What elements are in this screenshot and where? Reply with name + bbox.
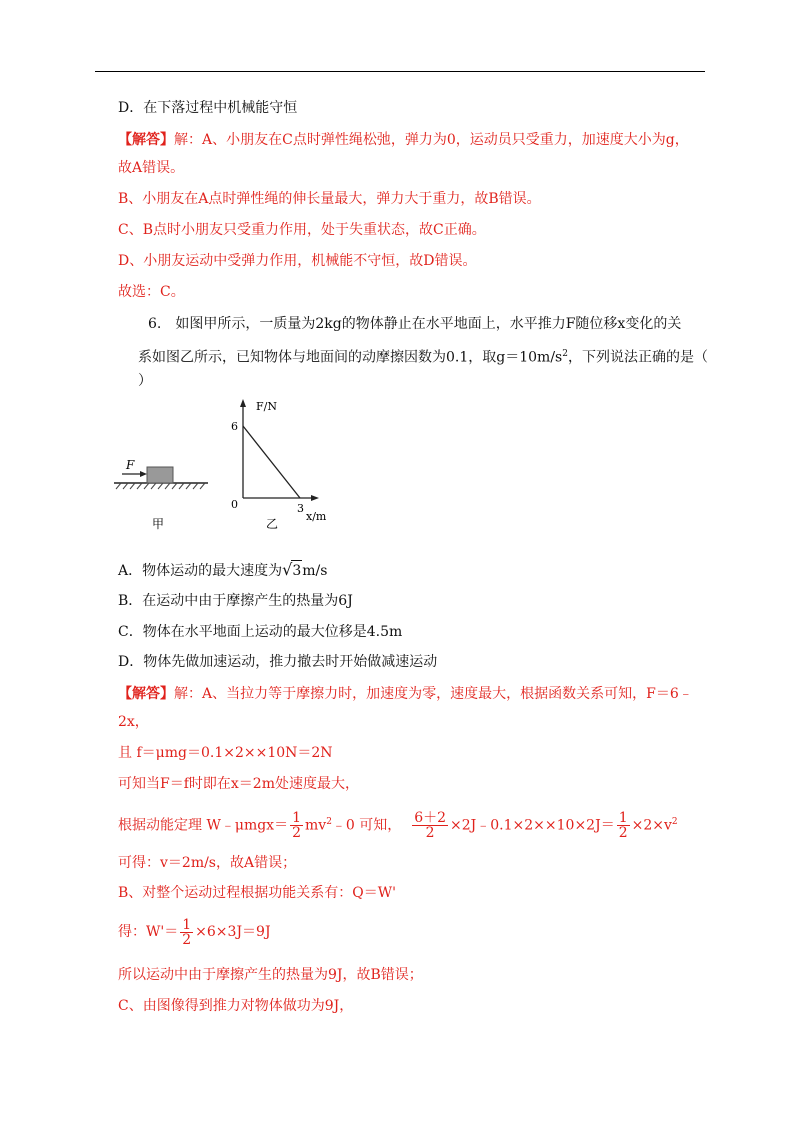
answer-line-6: 故选：C。 [118,284,185,300]
caption-yi: 乙 [266,517,279,531]
x-axis-arrow [311,495,319,501]
caption-jia: 甲 [152,517,165,531]
option-c[interactable]: C．物体在水平地面上运动的最大位移是4.5m [118,624,403,640]
solution-line-3: 且 f＝μmg＝0.1×2××10N＝2N [118,745,333,761]
option-d-prev: D．在下落过程中机械能守恒 [118,100,298,116]
y-axis-arrow [240,399,246,407]
x-axis-label: x/m [306,510,327,523]
solution-line-9: 所以运动中由于摩擦产生的热量为9J，故B错误； [118,967,423,983]
answer-line-4: C、B点时小朋友只受重力作用，处于失重状态，故C正确。 [118,222,486,238]
solution-line-2: 2x， [118,714,149,730]
origin-label: 0 [231,498,238,511]
force-label: F [126,458,135,472]
solution-line-7: B、对整个运动过程根据功能关系有：Q＝W' [118,885,397,901]
solution-line-4: 可知当F＝f时即在x＝2m处速度最大， [118,776,359,792]
solution-line-5: 根据动能定理 W﹣μmgx＝ $\frac{1}{2}$ $mv^2﹣0$ 可知， $\frac{6+2}{2}$ ×2J﹣0.1×2××10×2J＝ $\frac{1}{2}$ $\times 2\times v^2$ [118,810,678,842]
answer-line-5: D、小朋友运动中受弹力作用，机械能不守恒，故D错误。 [118,253,477,269]
answer-line-2: 故A错误。 [118,160,185,176]
y-tick-label: 6 [231,420,238,433]
option-b[interactable]: B．在运动中由于摩擦产生的热量为6J [118,593,353,609]
y-axis-label: F/N [256,400,277,413]
answer-line-3: B、小朋友在A点时弹性绳的伸长量最大，弹力大于重力，故B错误。 [118,191,541,207]
header-rule [95,71,705,72]
solution-line-1: 【解答】解：A、当拉力等于摩擦力时，加速度为零，速度最大，根据函数关系可知，F＝6﹣ [118,686,693,702]
answer-line-1: 【解答】解：A、小朋友在C点时弹性绳松弛，弹力为0，运动员只受重力，加速度大小为g， [118,132,689,148]
question-6-line-2: 系如图乙所示，已知物体与地面间的动摩擦因数为0.1，取$g=10m/s^2$，下列说法正确的是（ [138,349,708,366]
series-line-F [243,426,300,498]
figure-yi-chart [231,399,327,531]
x-tick-label: 3 [297,502,304,515]
option-a[interactable]: A．物体运动的最大速度为√3m/s [118,560,328,579]
question-6-figure [110,396,350,536]
figure-jia [114,458,208,531]
solution-line-10: C、由图像得到推力对物体做功为9J， [118,998,354,1014]
question-6-line-3: ） [138,373,152,389]
option-d[interactable]: D．物体先做加速运动，推力撤去时开始做减速运动 [118,654,438,670]
block [147,467,173,483]
solution-line-6: 可得：v＝2m/s，故A错误； [118,855,297,871]
question-6-line-1: 6. 如图甲所示，一质量为2kg的物体静止在水平地面上，水平推力F随位移x变化的关 [148,316,682,332]
solution-line-8: 得：W'＝ $\frac{1}{2}$ ×6×3J＝9J [118,916,271,948]
